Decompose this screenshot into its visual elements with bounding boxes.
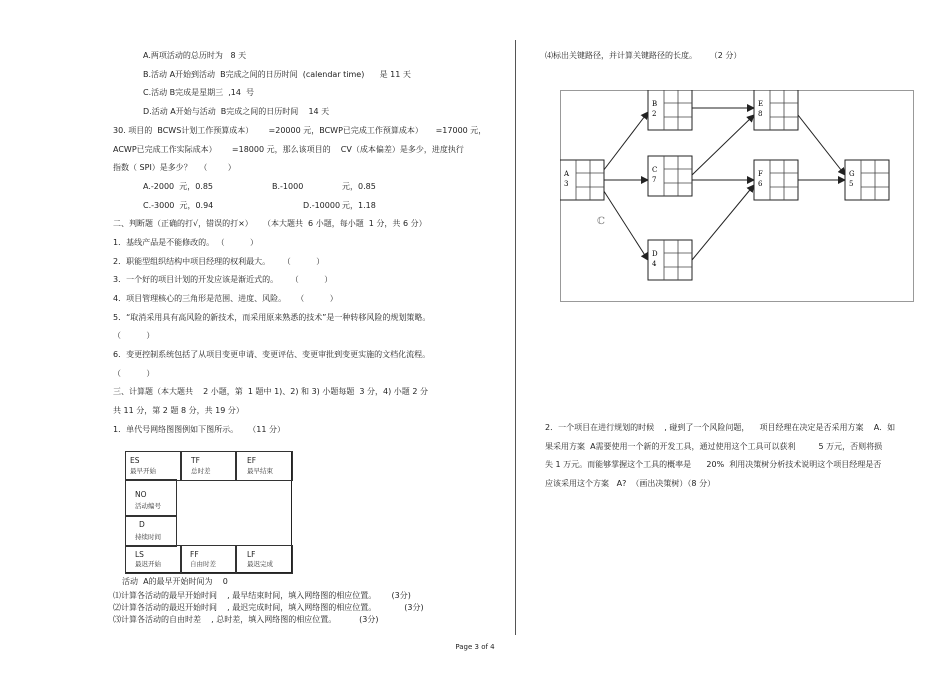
q2-line-2: 果采用方案 A需要使用一个新的开发工具，通过使用这个工具可以获利 5 万元，否则将损 — [545, 442, 883, 451]
q30-option-b-unit: 元，0.85 — [342, 182, 376, 191]
legend-ef: EF — [247, 456, 257, 465]
q2-line-3: 失 1 万元。而能够掌握这个工具的概率是 20% 利用决策树分析技术说明这个项目经理是否 — [545, 460, 882, 469]
legend-es-sub: 最早开始 — [130, 467, 156, 475]
sub-question-3: ⑶计算各活动的自由时差 , 总时差，填入网络图的相应位置。 (3分) — [113, 615, 379, 624]
calc-heading-2: 共 11 分，第 2 题 8 分，共 19 分） — [113, 406, 244, 415]
q30-option-b: B.-1000 — [272, 182, 304, 191]
legend-no-cell — [125, 479, 177, 517]
legend-lf-cell — [235, 545, 293, 574]
judge-item-5-blank: （ ） — [113, 331, 155, 340]
q29-option-b: B.活动 A开始到活动 B完成之间的日历时间 (calendar time) 是 11 天 — [143, 70, 411, 79]
node-duration-d: 4 — [652, 260, 657, 268]
node-duration-g: 5 — [849, 180, 854, 188]
legend-ls-sub: 最迟开始 — [135, 560, 161, 568]
node-duration-a: 3 — [564, 180, 569, 188]
network-node-d — [648, 240, 692, 280]
q2-line-1: 2．一个项目在进行规划的时候 , 碰到了一个风险问题， 项目经理在决定是否采用方案 A．如 — [545, 423, 896, 432]
node-id-a: A — [564, 170, 570, 178]
node-id-g: G — [849, 170, 855, 178]
page-footer: Page 3 of 4 — [455, 643, 495, 651]
legend-no-sub: 活动编号 — [135, 502, 161, 510]
q30-line-1: 30. 项目的 BCWS计划工作预算成本） =20000 元，BCWP已完成工作预算成本） =17000 元， — [113, 126, 487, 135]
legend-lf: LF — [247, 550, 256, 559]
legend-ls-cell — [125, 545, 182, 574]
q29-option-a: A.两项活动的总历时为 8 天 — [143, 51, 247, 60]
legend-es-cell — [125, 451, 182, 481]
judge-item-1: 1．基线产品是不能修改的。 （ ） — [113, 238, 259, 247]
calc-heading-1: 三、计算题（本大题共 2 小题，第 1 题中 1)、2) 和 3) 小题每题 3 分，4) 小题 2 分 — [113, 387, 428, 396]
network-node-e — [754, 90, 798, 130]
calc-question-1: 1．单代号网络图图例如下图所示。 （11 分） — [113, 425, 285, 434]
legend-ls: LS — [135, 550, 144, 559]
q30-option-a: A.-2000 元，0.85 — [143, 182, 214, 191]
arrow-d-f — [692, 185, 754, 260]
legend-tf-sub: 总时差 — [191, 467, 211, 475]
q29-option-d: D.活动 A开始与活动 B完成之间的日历时间 14 天 — [143, 107, 330, 116]
judge-item-6-blank: （ ） — [113, 369, 155, 378]
sub-question-2: ⑵计算各活动的最迟开始时间 , 最迟完成时间，填入网络图的相应位置。 (3分) — [113, 603, 424, 612]
arrow-c-e — [692, 115, 754, 175]
legend-node — [125, 451, 292, 573]
judge-item-5: 5．“取消采用具有高风险的新技术，而采用原来熟悉的技术”是一种转移风险的规划策略。 — [113, 313, 431, 322]
judge-heading: 二、判断题（正确的打√，错误的打×） （本大题共 6 小题，每小题 1 分，共 6 分） — [113, 219, 427, 228]
judge-item-6: 6．变更控制系统包括了从项目变更申请、变更评估、变更审批到变更实施的文档化流程。 — [113, 350, 431, 359]
legend-ff-sub: 自由时差 — [190, 560, 216, 568]
node-id-d: D — [652, 250, 658, 258]
node-duration-e: 8 — [758, 110, 763, 118]
legend-tf: TF — [191, 456, 200, 465]
node-id-f: F — [758, 170, 763, 178]
legend-ff-cell — [180, 545, 237, 574]
arrow-a-b — [600, 112, 648, 175]
arrow-a-d — [600, 185, 648, 260]
judge-item-3: 3．一个好的项目计划的开发应该是渐近式的。 （ ） — [113, 275, 333, 284]
legend-d: D — [139, 520, 145, 529]
network-node-a — [560, 160, 604, 200]
column-divider — [515, 40, 516, 635]
q30-option-d-unit: 元，1.18 — [342, 201, 376, 210]
node-id-e: E — [758, 100, 764, 108]
q29-option-c: C.活动 B完成是星期三 ,14 号 — [143, 88, 255, 97]
node-duration-b: 2 — [652, 110, 657, 118]
q30-line-2: ACWP已完成工作实际成本） =18000 元，那么该项目的 CV（成本偏差）是多少，进度执行 — [113, 145, 464, 154]
legend-lf-sub: 最迟完成 — [247, 560, 273, 568]
legend-ff: FF — [190, 550, 199, 559]
node-id-c: C — [652, 166, 658, 174]
network-node-c — [648, 156, 692, 196]
q30-line-3: 指数（ SPI）是多少？ （ ） — [113, 163, 236, 172]
legend-es: ES — [130, 456, 140, 465]
start-note: 活动 A的最早开始时间为 0 — [122, 577, 228, 586]
legend-d-cell — [125, 515, 177, 547]
legend-ef-cell — [235, 451, 293, 481]
node-id-b: B — [652, 100, 658, 108]
network-node-f — [754, 160, 798, 200]
legend-tf-cell — [180, 451, 237, 481]
node-duration-f: 6 — [758, 180, 763, 188]
legend-d-sub: 持续时间 — [135, 533, 161, 541]
legend-ef-sub: 最早结束 — [247, 467, 273, 475]
judge-item-2: 2．职能型组织结构中项目经理的权利最大。 （ ） — [113, 257, 325, 266]
q30-option-d: D.-10000 — [303, 201, 341, 210]
q2-line-4: 应该采用这个方案 A? （画出决策树）（8 分） — [545, 479, 716, 488]
stray-mark: ℂ — [597, 216, 605, 227]
q4-text: ⑷标出关键路径，并计算关键路径的长度。 （2 分） — [545, 51, 742, 60]
legend-no: NO — [135, 490, 147, 499]
sub-question-1: ⑴计算各活动的最早开始时间 , 最早结束时间，填入网络图的相应位置。 (3分) — [113, 591, 411, 600]
network-node-g — [845, 160, 889, 200]
network-diagram — [560, 90, 912, 300]
arrow-e-g — [798, 115, 845, 175]
q30-option-c: C.-3000 元，0.94 — [143, 201, 214, 210]
network-node-b — [648, 90, 692, 130]
judge-item-4: 4．项目管理核心的三角形是范围、进度、风险。 （ ） — [113, 294, 338, 303]
node-duration-c: 7 — [652, 176, 657, 184]
